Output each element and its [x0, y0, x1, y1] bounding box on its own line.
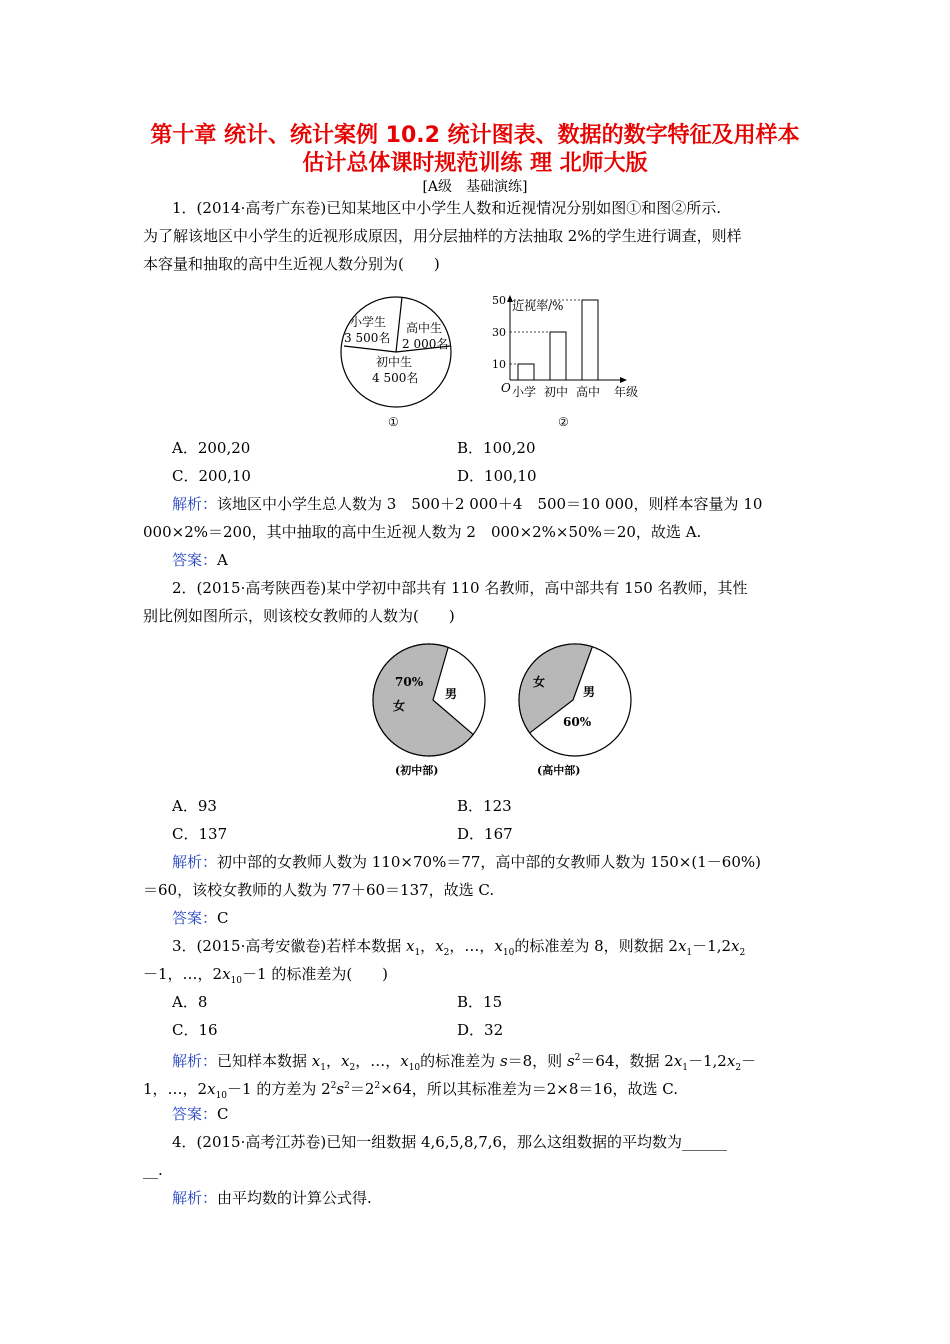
x-axis-label: 年级: [614, 385, 639, 399]
q1-stem-line3: 本容量和抽取的高中生近视人数分别为( ): [143, 255, 440, 273]
answer-label: 答案：: [172, 1105, 218, 1123]
q1-option-a[interactable]: A．200,20: [172, 439, 251, 457]
q1-answer: [172, 550, 228, 570]
q2-answer-value: C: [217, 909, 229, 927]
q4-stem-line1: 4．(2015·高考江苏卷)已知一组数据 4,6,5,8,7,6，那么这组数据的平均数为______: [172, 1133, 728, 1151]
q1-answer-value: A: [217, 551, 228, 569]
bar-0: [518, 364, 534, 380]
q3-stem-text-b: 的标准差为 8，则数据 2: [514, 937, 678, 955]
analysis-label: 解析：: [172, 1189, 218, 1207]
q2-stem-line1: 2．(2015·高考陕西卷)某中学初中部共有 110 名教师，高中部共有 150 名教师，其性: [172, 579, 748, 597]
q1-option-d[interactable]: D．100,10: [457, 467, 537, 485]
q3-analysis-text-f: ＝2: [349, 1080, 375, 1098]
origin-label: O: [501, 381, 511, 395]
q3-analysis-text-d: ＝64，数据 2: [580, 1052, 674, 1070]
q3-analysis-text-b: 的标准差为: [420, 1052, 500, 1070]
q3-analysis-text-g: ×64，所以其标准差为＝2×8＝16，故选 C.: [380, 1080, 678, 1098]
answer-label: 答案：: [172, 909, 218, 927]
pie-value-primary: 3 500名: [344, 331, 391, 345]
pie-label-middle: 初中生: [376, 355, 413, 369]
y-tick-label: 30: [492, 326, 506, 339]
q3-analysis-text-c: ＝8，则: [507, 1052, 567, 1070]
senior-caption: (高中部): [537, 764, 581, 777]
q3-stem-line2: －1，…，$2x_{10}-1$ 的标准差为( ): [143, 965, 389, 986]
q1-analysis-line1: [172, 494, 762, 514]
q1-stem-line1: 1．(2014·高考广东卷)已知某地区中小学生人数和近视情况分别如图①和图②所示.: [172, 199, 721, 217]
q4-analysis-line1: [172, 1188, 372, 1208]
analysis-label: 解析：: [172, 495, 218, 513]
q3-option-a[interactable]: A．8: [172, 993, 208, 1011]
x-axis-arrow: [620, 377, 627, 383]
q2-option-c[interactable]: C．137: [172, 825, 228, 843]
junior-female-label: 女: [393, 699, 406, 713]
q1-stem-line2: 为了解该地区中小学生的近视形成原因，用分层抽样的方法抽取 2%的学生进行调查，则样: [143, 227, 742, 245]
pie-value-high: 2 000名: [402, 337, 449, 351]
q3-option-d[interactable]: D．32: [457, 1021, 504, 1039]
x-category-label: 初中: [544, 385, 569, 399]
gender-ratio-pie-charts: [365, 642, 745, 792]
senior-male-label: 男: [583, 685, 596, 699]
q3-answer-value: C: [217, 1105, 229, 1123]
junior-pct-label: 70%: [395, 675, 424, 689]
q3-stem-line1: 3．(2015·高考安徽卷)若样本数据 $x_1$，$x_2$，…，$x_{10}$的标准差为 8，则数据 $2x_1-1,2x_2$: [172, 937, 746, 958]
q2-answer: [172, 908, 229, 928]
q3-option-b[interactable]: B．15: [457, 993, 503, 1011]
figure-caption-1: ①: [388, 415, 399, 429]
q2-option-a[interactable]: A．93: [172, 797, 217, 815]
level-heading: [A级 基础演练]: [422, 179, 528, 195]
y-tick-label: 50: [492, 294, 506, 307]
junior-caption: (初中部): [395, 764, 439, 777]
page-title-line2: 估计总体课时规范训练 理 北师大版: [302, 151, 648, 176]
senior-pct-label: 60%: [563, 715, 592, 729]
q2-analysis-text1: 初中部的女教师人数为 110×70%＝77，高中部的女教师人数为 150×(1－60%): [217, 853, 761, 871]
pie-label-high: 高中生: [406, 321, 443, 335]
q4-analysis-text: 由平均数的计算公式得.: [217, 1189, 372, 1207]
student-count-pie-chart: [336, 290, 466, 440]
q1-analysis-text1: 该地区中小学生总人数为 3 500＋2 000＋4 500＝10 000，则样本容量为 10: [217, 495, 763, 513]
q1-option-b[interactable]: B．100,20: [457, 439, 536, 457]
q3-stem-text-a: 3．(2015·高考安徽卷)若样本数据: [172, 937, 406, 955]
senior-female-label: 女: [533, 675, 546, 689]
q3-answer: [172, 1104, 229, 1124]
q3-analysis-text-e: －1 的方差为 2: [227, 1080, 331, 1098]
myopia-rate-bar-chart: [490, 292, 650, 440]
x-category-label: 小学: [512, 385, 537, 399]
q1-analysis-line2: 000×2%＝200，其中抽取的高中生近视人数为 2 000×2%×50%＝20，故选 A.: [143, 523, 702, 541]
y-axis-label: 近视率/%: [512, 299, 564, 313]
category-labels: [512, 384, 600, 399]
q3-option-c[interactable]: C．16: [172, 1021, 218, 1039]
q2-analysis-line1: [172, 852, 761, 872]
q2-option-b[interactable]: B．123: [457, 797, 512, 815]
pie-label-primary: 小学生: [350, 315, 387, 329]
bar-2: [582, 300, 598, 380]
y-tick-label: 10: [492, 358, 506, 371]
q4-stem-line2: __.: [143, 1161, 163, 1179]
pie-value-middle: 4 500名: [372, 371, 419, 385]
tick-labels: [492, 294, 506, 371]
q3-analysis-line1: 解析：已知样本数据 $x_1$，$x_2$，…，$x_{10}$的标准差为 s＝8，则 $s^2=64$，数据 $2x_1-1,2x_2-$: [172, 1052, 757, 1073]
page-title: 第十章 统计、统计案例 10.2 统计图表、数据的数字特征及用样本: [150, 123, 800, 148]
q2-stem-line2: 别比例如图所示，则该校女教师的人数为( ): [143, 607, 455, 625]
pie-junior-high: [373, 644, 485, 756]
analysis-label: 解析：: [172, 1052, 218, 1070]
q1-option-c[interactable]: C．200,10: [172, 467, 251, 485]
q2-option-d[interactable]: D．167: [457, 825, 513, 843]
bar-1: [550, 332, 566, 380]
q3-stem-text-c: －1 的标准差为( ): [242, 965, 389, 983]
q3-analysis-line2: 1，…，$2x_{10}-1$ 的方差为 $2^2s^2=2^2\times 64$，所以其标准差为＝2×8＝16，故选 C.: [143, 1080, 678, 1101]
pie-senior-high: [519, 644, 631, 756]
junior-male-label: 男: [445, 687, 458, 701]
analysis-label: 解析：: [172, 853, 218, 871]
figure-caption-2: ②: [558, 415, 569, 429]
q2-analysis-line2: ＝60，该校女教师的人数为 77＋60＝137，故选 C.: [143, 881, 495, 899]
answer-label: 答案：: [172, 551, 218, 569]
q3-analysis-text-a: 已知样本数据: [217, 1052, 312, 1070]
x-category-label: 高中: [576, 385, 601, 399]
